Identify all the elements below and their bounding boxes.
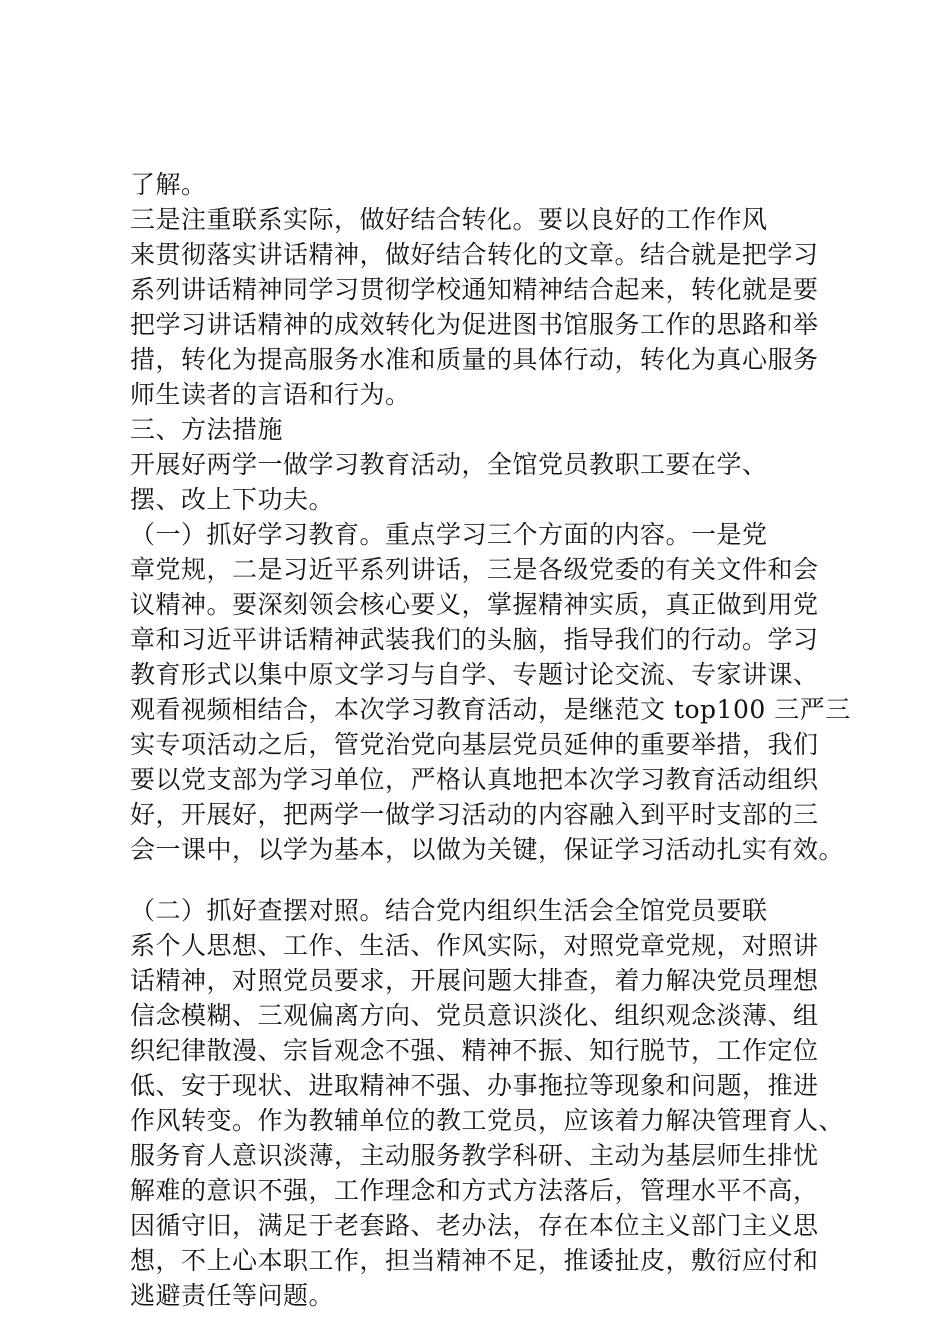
text-line: 教育形式以集中原文学习与自学、专题讨论交流、专家讲课、 [130, 660, 819, 689]
text-line: 要以党支部为学习单位，严格认真地把本次学习教育活动组织 [130, 765, 819, 794]
text-line: 章和习近平讲话精神武装我们的头脑，指导我们的行动。学习 [130, 625, 819, 654]
text-line: 了解。 [130, 170, 207, 199]
text-line: 话精神，对照党员要求，开展问题大排查，着力解决党员理想 [130, 966, 819, 995]
text-line: 实专项活动之后，管党治党向基层党员延伸的重要举措，我们 [130, 730, 819, 759]
text-line: 来贯彻落实讲话精神，做好结合转化的文章。结合就是把学习 [130, 240, 819, 269]
text-line: 信念模糊、三观偏离方向、党员意识淡化、组织观念淡薄、组 [130, 1001, 819, 1030]
text-line: 把学习讲话精神的成效转化为促进图书馆服务工作的思路和举 [130, 310, 819, 339]
text-line: 开展好两学一做学习教育活动，全馆党员教职工要在学、 [130, 450, 768, 479]
text-line: 好，开展好，把两学一做学习活动的内容融入到平时支部的三 [130, 800, 819, 829]
text-line: 低、安于现状、进取精神不强、办事拖拉等现象和问题，推进 [130, 1071, 819, 1100]
text-line: （二）抓好查摆对照。结合党内组织生活会全馆党员要联 [130, 896, 768, 925]
text-line: 作风转变。作为教辅单位的教工党员，应该着力解决管理育人、 [130, 1106, 845, 1135]
text-line: 解难的意识不强，工作理念和方式方法落后，管理水平不高， [130, 1176, 819, 1205]
text-line: （一）抓好学习教育。重点学习三个方面的内容。一是党 [130, 520, 768, 549]
section-heading: 三、方法措施 [130, 415, 284, 444]
text-line: 系个人思想、工作、生活、作风实际，对照党章党规，对照讲 [130, 931, 819, 960]
text-line: 织纪律散漫、宗旨观念不强、精神不振、知行脱节，工作定位 [130, 1036, 819, 1065]
text-line: 师生读者的言语和行为。 [130, 380, 411, 409]
text-line: 观看视频相结合，本次学习教育活动，是继范文 top100 三严三 [130, 695, 851, 724]
text-line: 三是注重联系实际，做好结合转化。要以良好的工作作风 [130, 205, 768, 234]
text-line: 议精神。要深刻领会核心要义，掌握精神实质，真正做到用党 [130, 590, 819, 619]
text-line: 服务育人意识淡薄，主动服务教学科研、主动为基层师生排忧 [130, 1141, 819, 1170]
text-line: 逃避责任等问题。 [130, 1281, 335, 1310]
text-line: 措，转化为提高服务水准和质量的具体行动，转化为真心服务 [130, 345, 819, 374]
text-line: 系列讲话精神同学习贯彻学校通知精神结合起来，转化就是要 [130, 275, 819, 304]
text-line: 会一课中，以学为基本，以做为关键，保证学习活动扎实有效。 [130, 835, 845, 864]
text-line: 因循守旧，满足于老套路、老办法，存在本位主义部门主义思 [130, 1211, 819, 1240]
text-line: 想，不上心本职工作，担当精神不足，推诿扯皮，敷衍应付和 [130, 1246, 819, 1275]
text-line: 摆、改上下功夫。 [130, 485, 335, 514]
text-line: 章党规，二是习近平系列讲话，三是各级党委的有关文件和会 [130, 555, 819, 584]
